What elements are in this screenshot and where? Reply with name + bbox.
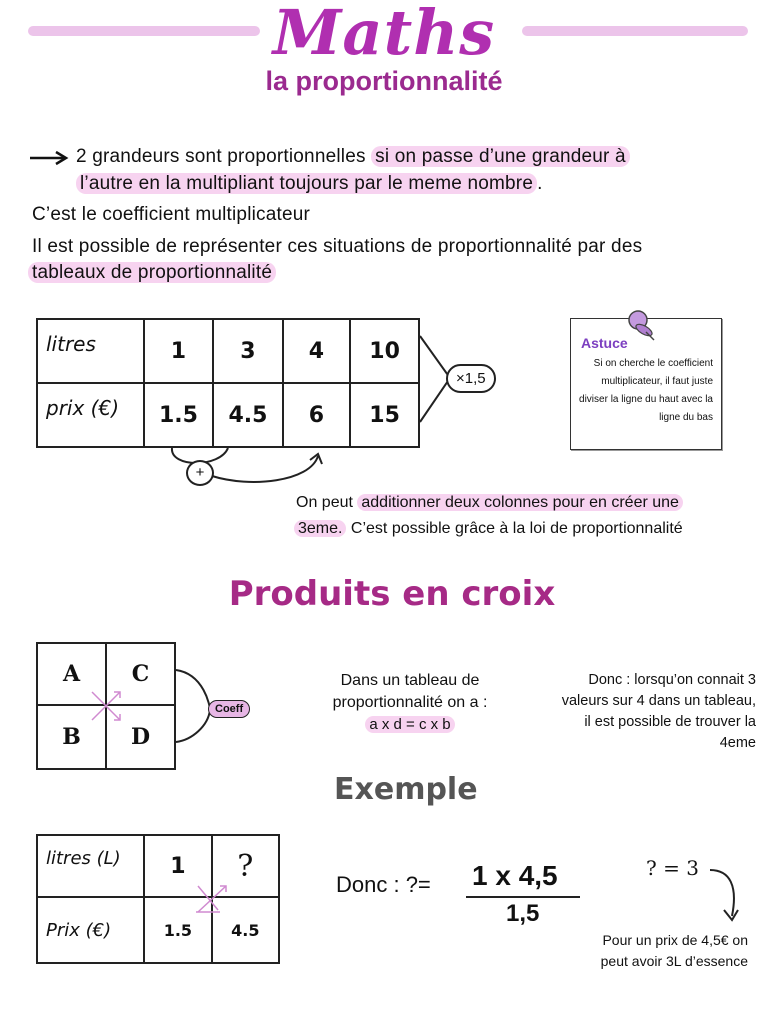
conclusion-text: Pour un prix de 4,5€ on peut avoir 3L d’essence [600, 932, 748, 969]
table-cell: 4.5 [213, 383, 283, 447]
addition-note-text-2: C’est possible grâce à la loi de proportionnalité [346, 520, 683, 537]
addition-note-text: On peut [296, 494, 358, 511]
example-cell: litres (L) [37, 835, 144, 897]
intro-line-1 [76, 146, 630, 168]
coef-label: ×1,5 [446, 364, 496, 393]
example-cell: ? [212, 835, 279, 897]
astuce-title: Astuce [581, 335, 628, 351]
donc-label: Donc : ?= [336, 872, 431, 897]
intro-line-3: C’est le coefficient multiplicateur [32, 204, 311, 225]
table-cell: prix (€) [37, 383, 144, 447]
croix-cell: A [37, 643, 106, 705]
section-title-croix: Produits en croix [228, 574, 556, 614]
croix-middle-text [300, 670, 520, 736]
coeff-badge: Coeff [208, 700, 250, 718]
croix-cell: B [37, 705, 106, 769]
addition-note-highlight-2: 3eme. [294, 520, 346, 537]
intro-period: . [537, 173, 543, 194]
table-cell: 4 [283, 319, 350, 383]
fraction-numerator: 1 x 4,5 [472, 860, 558, 891]
table-cell: 6 [283, 383, 350, 447]
example-cell: 4.5 [212, 897, 279, 963]
intro-text-a: 2 grandeurs sont proportionnelles [76, 146, 372, 167]
pushpin-icon [624, 308, 660, 342]
plus-badge: + [186, 460, 214, 486]
example-cell: 1.5 [144, 897, 211, 963]
croix-middle-line-1: Dans un tableau de [340, 672, 480, 689]
table-cell: litres [37, 319, 144, 383]
intro-line-4: Il est possible de représenter ces situations de proportionnalité par des [32, 236, 643, 257]
intro-line-2 [76, 173, 543, 195]
page-subtitle: la proportionnalité [265, 66, 503, 96]
addition-note-line-1 [296, 494, 683, 512]
table-cell: 1 [144, 319, 214, 383]
table-cell: 10 [350, 319, 419, 383]
table-cell: 1.5 [144, 383, 214, 447]
curved-arrow-icon [706, 866, 746, 926]
arrow-right-icon [28, 148, 70, 173]
table-cell: 15 [350, 383, 419, 447]
example-cross-icon [192, 880, 232, 916]
addition-note-line-2 [294, 520, 683, 538]
page-title: Maths [272, 0, 496, 69]
result-label: ? = 3 [646, 856, 699, 880]
croix-cell: D [106, 705, 175, 769]
cross-arrows-icon [86, 688, 126, 724]
croix-cell: C [106, 643, 175, 705]
croix-middle-line-2: proportionnalité on a : [332, 694, 488, 711]
astuce-text: Si on cherche le coefficient multiplicateur, il faut juste diviser la ligne du haut avec la ligne du bas [579, 358, 713, 423]
section-title-exemple: Exemple [334, 772, 478, 807]
example-cell: Prix (€) [37, 897, 144, 963]
example-table [36, 834, 280, 964]
intro-highlight-c: tableaux de proportionnalité [28, 262, 276, 283]
example-cell: 1 [144, 835, 211, 897]
table-cell: 3 [213, 319, 283, 383]
proportion-table [36, 318, 420, 448]
addition-note-highlight: additionner deux colonnes pour en créer une [357, 494, 683, 511]
croix-right-text: Donc : lorsqu’on connait 3 valeurs sur 4 dans un tableau, il est possible de trouver la 4eme [561, 672, 756, 751]
intro-highlight-b: l’autre en la multipliant toujours par le meme nombre [76, 173, 537, 194]
intro-highlight-a: si on passe d’une grandeur à [371, 146, 630, 167]
fraction-denominator: 1,5 [506, 900, 540, 927]
intro-line-5 [28, 262, 276, 284]
formula-highlight: a x d = c x b [365, 716, 454, 733]
fraction-bar [466, 896, 580, 898]
